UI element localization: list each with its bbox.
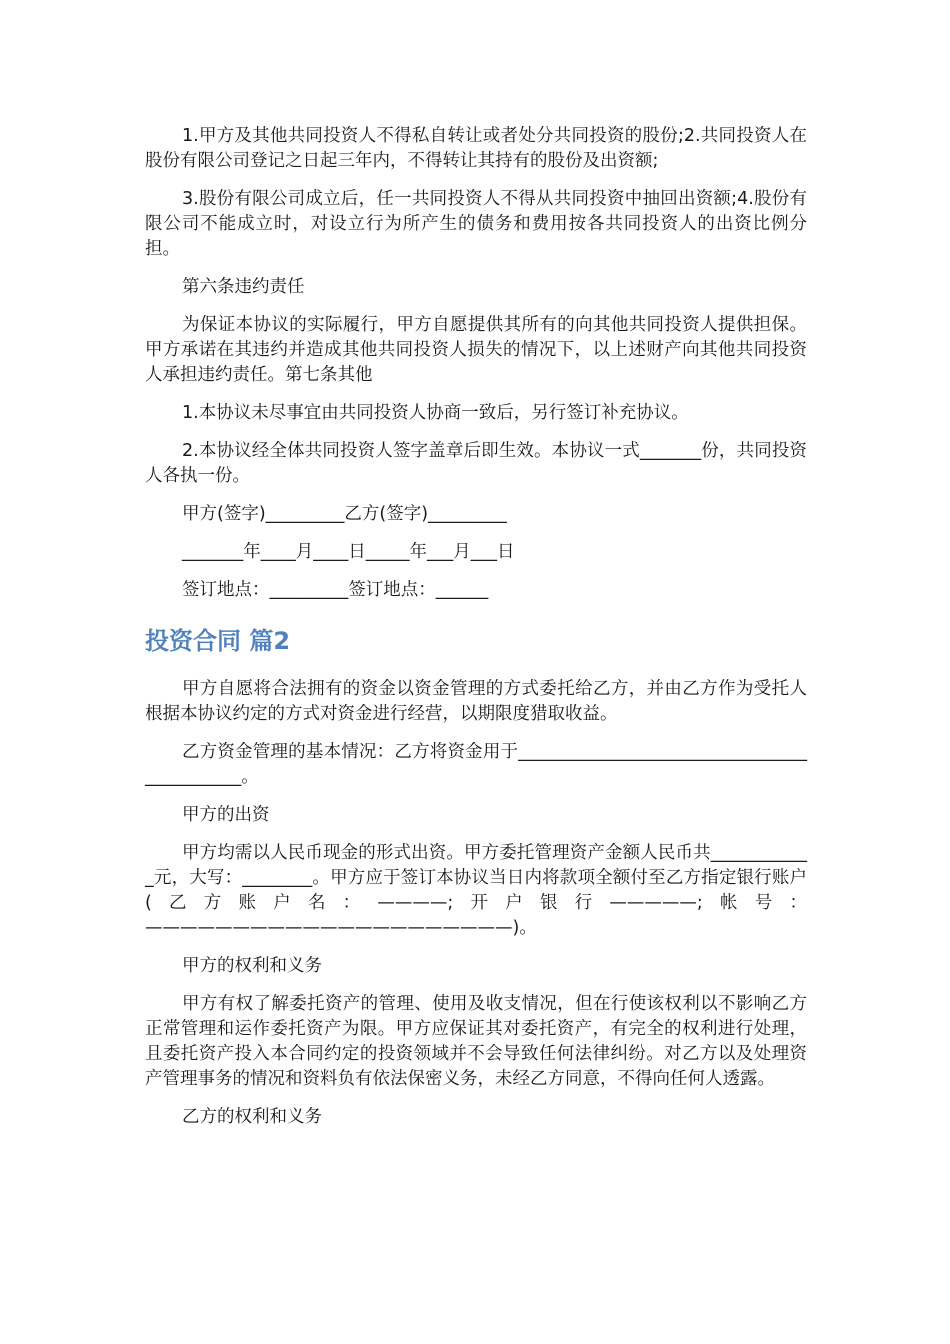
clause-paragraph: 1.本协议未尽事宜由共同投资人协商一致后，另行签订补充协议。 <box>182 403 689 423</box>
document-page <box>145 124 807 1143</box>
clause-paragraph: 3.股份有限公司成立后，任一共同投资人不得从共同投资中抽回出资额;4.股份有限公司不能成立时，对设立行为所产生的债务和费用按各共同投资人的出资比例分担。 <box>145 189 807 259</box>
date-line: _______年____月____日_____年___月___日 <box>182 542 515 562</box>
clause-paragraph: 1.甲方及其他共同投资人不得私自转让或者处分共同投资的股份;2.共同投资人在股份有限公司登记之日起三年内，不得转让其持有的股份及出资额; <box>145 126 807 171</box>
section-title: 甲方的权利和义务 <box>182 956 322 976</box>
signing-location-line: 签订地点：_________签订地点：______ <box>182 580 489 600</box>
clause-paragraph: 甲方自愿将合法拥有的资金以资金管理的方式委托给乙方，并由乙方作为受托人根据本协议约定的方式对资金进行经营，以期限度猎取收益。 <box>145 679 807 724</box>
section-title: 甲方的出资 <box>182 805 270 825</box>
clause-paragraph: 甲方有权了解委托资产的管理、使用及收支情况，但在行使该权利以不影响乙方正常管理和运作委托资产为限。甲方应保证其对委托资产，有完全的权利进行处理，且委托资产投入本合同约定的投资领域并不会导致任何法律纠纷。对乙方以及处理资产管理事务的情况和资料负有依法保密义务，未经乙方同意，不得向任何人透露。 <box>145 994 807 1089</box>
section-title: 乙方的权利和义务 <box>182 1107 322 1127</box>
clause-paragraph: 乙方资金管理的基本情况：乙方将资金用于____________________________________________。 <box>145 742 807 787</box>
clause-paragraph: 甲方均需以人民币现金的形式出资。甲方委托管理资产金额人民币共____________元，大写：________。甲方应于签订本协议当日内将款项全额付至乙方指定银行账户(乙方账户名：————;开户银行—————;帐号：—————————————————————)。 <box>145 843 807 938</box>
clause-paragraph: 2.本协议经全体共同投资人签字盖章后即生效。本协议一式_______份，共同投资人各执一份。 <box>145 441 807 486</box>
section-heading: 投资合同 篇2 <box>145 627 291 655</box>
clause-paragraph: 为保证本协议的实际履行，甲方自愿提供其所有的向其他共同投资人提供担保。甲方承诺在其违约并造成其他共同投资人损失的情况下，以上述财产向其他共同投资人承担违约责任。第七条其他 <box>145 315 807 385</box>
signature-line: 甲方(签字)_________乙方(签字)_________ <box>182 504 507 524</box>
section-title: 第六条违约责任 <box>182 277 305 297</box>
